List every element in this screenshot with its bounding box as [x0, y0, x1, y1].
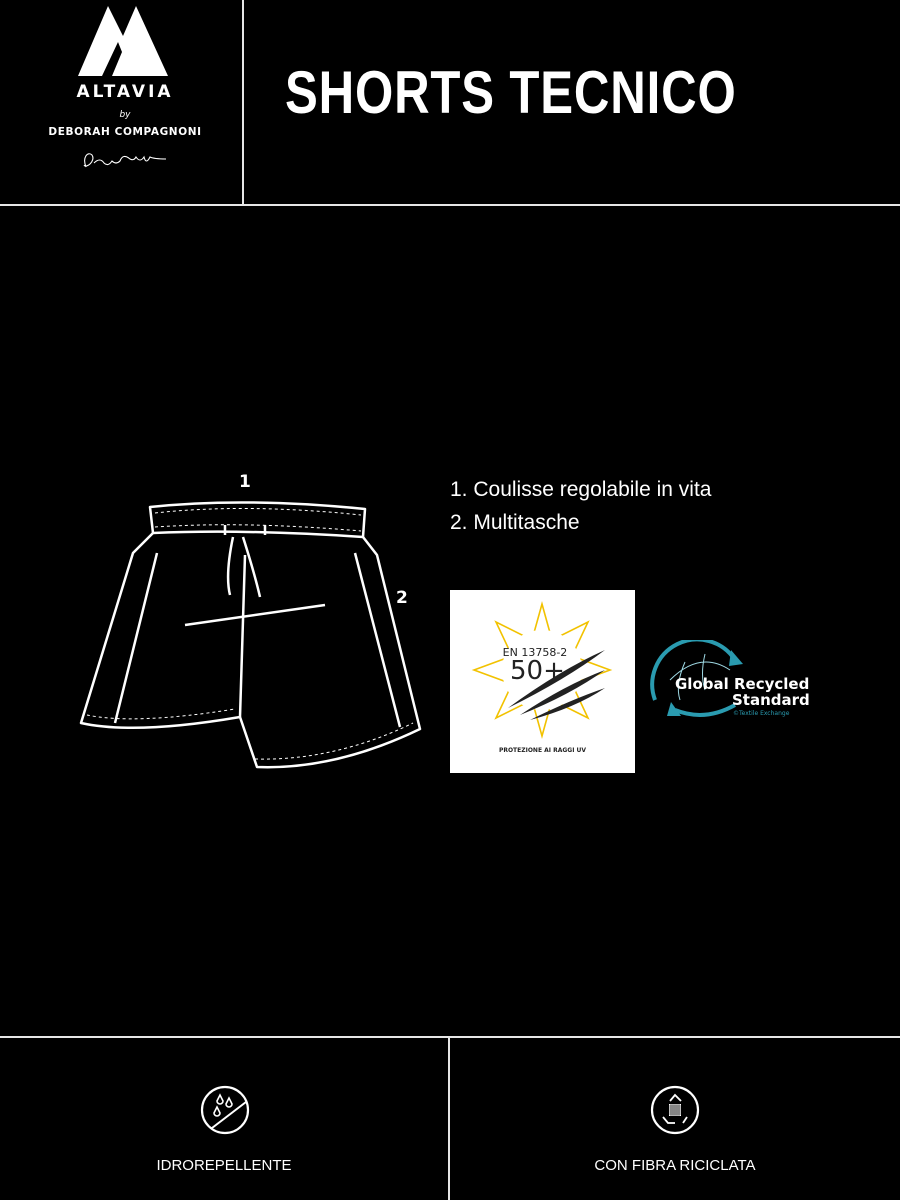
brand-name: ALTAVIA: [76, 82, 174, 102]
grs-logo: [645, 640, 815, 725]
water-repellent-label: IDROREPELLENTE: [156, 1157, 292, 1174]
uv-protection-badge: [450, 590, 635, 773]
header-divider: [0, 204, 900, 206]
uv-caption: PROTEZIONE AI RAGGI UV: [498, 747, 587, 754]
brand-by: by: [119, 110, 131, 120]
grs-line1: Global Recycled: [675, 675, 810, 693]
footer-vertical-divider: [448, 1037, 450, 1200]
footer-divider: [0, 1036, 900, 1038]
callout-1: 1: [239, 472, 251, 492]
designer-name: DEBORAH COMPAGNONI: [48, 126, 202, 138]
page-title: SHORTS TECNICO: [285, 59, 737, 126]
recycled-fiber-icon: [650, 1085, 700, 1135]
altavia-logo-icon: [78, 6, 168, 76]
header-vertical-divider: [242, 0, 244, 205]
shorts-technical-drawing: [75, 495, 425, 780]
callout-2: 2: [396, 588, 408, 608]
grs-line2: Standard: [732, 691, 810, 709]
uv-standard: EN 13758-2: [502, 646, 568, 659]
recycled-fiber-label: CON FIBRA RICICLATA: [594, 1157, 756, 1174]
feature-2: 2. Multitasche: [450, 511, 580, 534]
feature-1: 1. Coulisse regolabile in vita: [450, 478, 712, 501]
water-repellent-icon: [200, 1085, 250, 1135]
uv-rating: 50+: [510, 656, 565, 686]
grs-credit: ©Textile Exchange: [733, 710, 790, 717]
signature-icon: [80, 147, 170, 175]
